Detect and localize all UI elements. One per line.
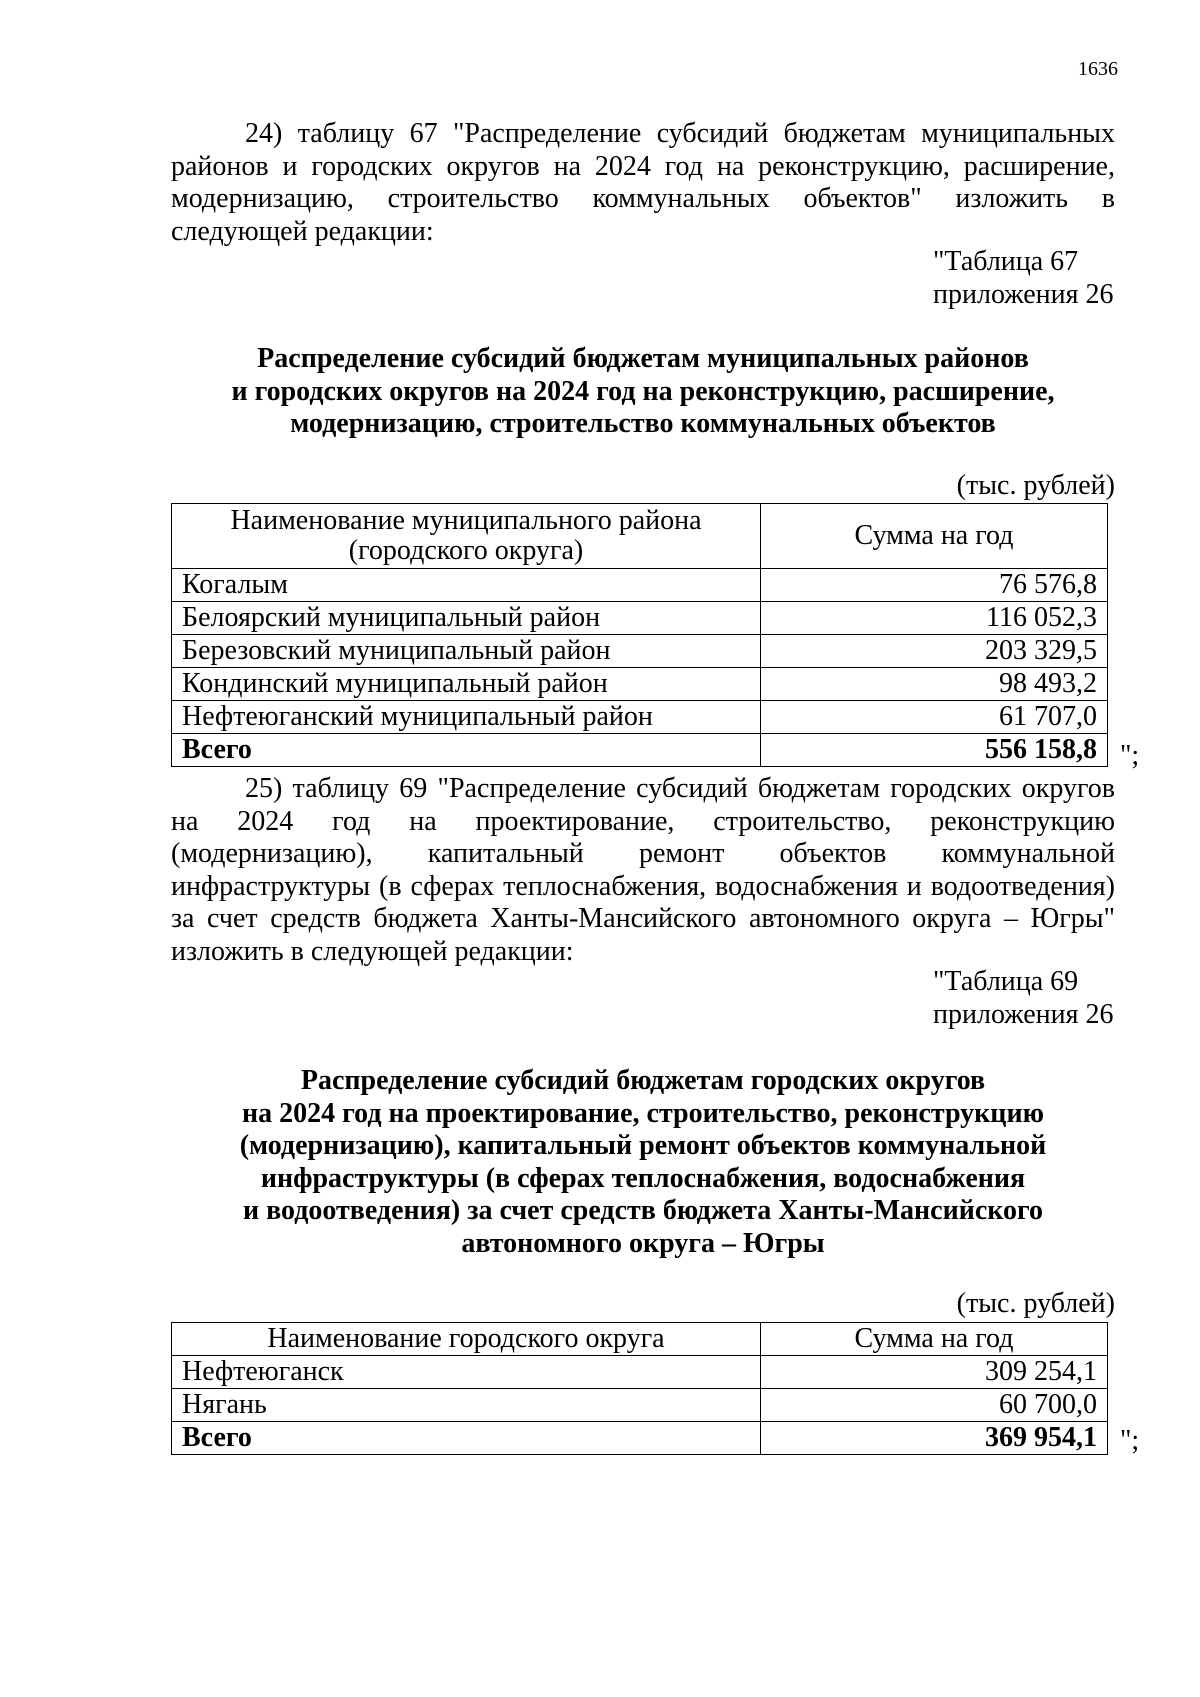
title-line: и городских округов на 2024 год на реконструкцию, расширение, bbox=[231, 375, 1055, 407]
row-name: Нягань bbox=[172, 1389, 761, 1422]
reference-line: "Таблица 67 bbox=[933, 246, 1079, 277]
unit-label: (тыс. рублей) bbox=[956, 1288, 1115, 1319]
paragraph-text: 24) таблицу 67 "Распределение субсидий бюджетам муниципальных районов и городских округов на 2024 год на реконструкцию, расширение, модернизацию, строительство коммунальных объектов" изложить в следующей редакции: bbox=[171, 118, 1115, 247]
header-sum-cell: Сумма на год bbox=[761, 1323, 1108, 1356]
row-value: 98 493,2 bbox=[761, 668, 1108, 701]
title-line: Распределение субсидий бюджетам муниципальных районов bbox=[257, 343, 1029, 374]
closing-quote: "; bbox=[1120, 1425, 1140, 1456]
table-67-reference bbox=[933, 246, 1114, 311]
total-label: Всего bbox=[172, 734, 761, 767]
reference-line: "Таблица 69 bbox=[933, 966, 1079, 997]
header-name-cell bbox=[172, 504, 761, 569]
table-row bbox=[172, 668, 1108, 701]
title-line: автономного округа – Югры bbox=[461, 1227, 825, 1259]
title-line: на 2024 год на проектирование, строительство, реконструкцию bbox=[242, 1097, 1044, 1129]
paragraph-text: 25) таблицу 69 "Распределение субсидий бюджетам городских округов на 2024 год на проектирование, строительство, реконструкцию (модернизацию), капитальный ремонт объектов коммунальной инфраструктуры (в сферах теплоснабжения, водоснабжения и водоотведения) за счет средств бюджета Ханты-Мансийского автономного округа – Югры" изложить в следующей редакции: bbox=[171, 773, 1115, 967]
table-header-row bbox=[172, 1323, 1108, 1356]
page-number: 1636 bbox=[1078, 58, 1118, 80]
closing-quote: "; bbox=[1120, 740, 1140, 771]
table-row bbox=[172, 701, 1108, 734]
unit-label: (тыс. рублей) bbox=[956, 470, 1115, 501]
row-value: 76 576,8 bbox=[761, 569, 1108, 602]
row-name: Когалым bbox=[172, 569, 761, 602]
row-name: Кондинский муниципальный район bbox=[172, 668, 761, 701]
table-row bbox=[172, 635, 1108, 668]
table-total-row bbox=[172, 1422, 1108, 1455]
row-value: 116 052,3 bbox=[761, 602, 1108, 635]
header-name-cell: Наименование городского округа bbox=[172, 1323, 761, 1356]
table-67-title bbox=[171, 343, 1115, 441]
row-value: 60 700,0 bbox=[761, 1389, 1108, 1422]
total-label: Всего bbox=[172, 1422, 761, 1455]
title-line: (модернизацию), капитальный ремонт объектов коммунальной bbox=[239, 1130, 1047, 1161]
total-value: 369 954,1 bbox=[761, 1422, 1108, 1455]
table-row bbox=[172, 1389, 1108, 1422]
row-value: 61 707,0 bbox=[761, 701, 1108, 734]
table-header-row bbox=[172, 504, 1108, 569]
row-value: 309 254,1 bbox=[761, 1356, 1108, 1389]
reference-line: приложения 26 bbox=[933, 278, 1114, 310]
section-24-paragraph bbox=[171, 118, 1115, 248]
table-69-title bbox=[171, 1065, 1115, 1260]
title-line: Распределение субсидий бюджетам городских округов bbox=[300, 1065, 986, 1096]
table-row bbox=[172, 569, 1108, 602]
total-value: 556 158,8 bbox=[761, 734, 1108, 767]
table-69-reference bbox=[933, 966, 1114, 1031]
table-row bbox=[172, 1356, 1108, 1389]
section-25-paragraph bbox=[171, 773, 1115, 968]
table-69 bbox=[171, 1322, 1108, 1455]
table-67 bbox=[171, 503, 1108, 767]
header-sum-cell: Сумма на год bbox=[761, 504, 1108, 569]
title-line: модернизацию, строительство коммунальных объектов bbox=[290, 408, 996, 439]
title-line: инфраструктуры (в сферах теплоснабжения, водоснабжения bbox=[260, 1162, 1026, 1194]
table-row bbox=[172, 602, 1108, 635]
row-name: Нефтеюганский муниципальный район bbox=[172, 701, 761, 734]
row-name: Белоярский муниципальный район bbox=[172, 602, 761, 635]
row-name: Нефтеюганск bbox=[172, 1356, 761, 1389]
row-value: 203 329,5 bbox=[761, 635, 1108, 668]
table-total-row bbox=[172, 734, 1108, 767]
header-name-line: Наименование муниципального района bbox=[230, 505, 702, 536]
title-line: и водоотведения) за счет средств бюджета Ханты-Мансийского bbox=[242, 1195, 1044, 1226]
header-name-line: (городского округа) bbox=[348, 535, 584, 566]
row-name: Березовский муниципальный район bbox=[172, 635, 761, 668]
reference-line: приложения 26 bbox=[933, 998, 1114, 1030]
